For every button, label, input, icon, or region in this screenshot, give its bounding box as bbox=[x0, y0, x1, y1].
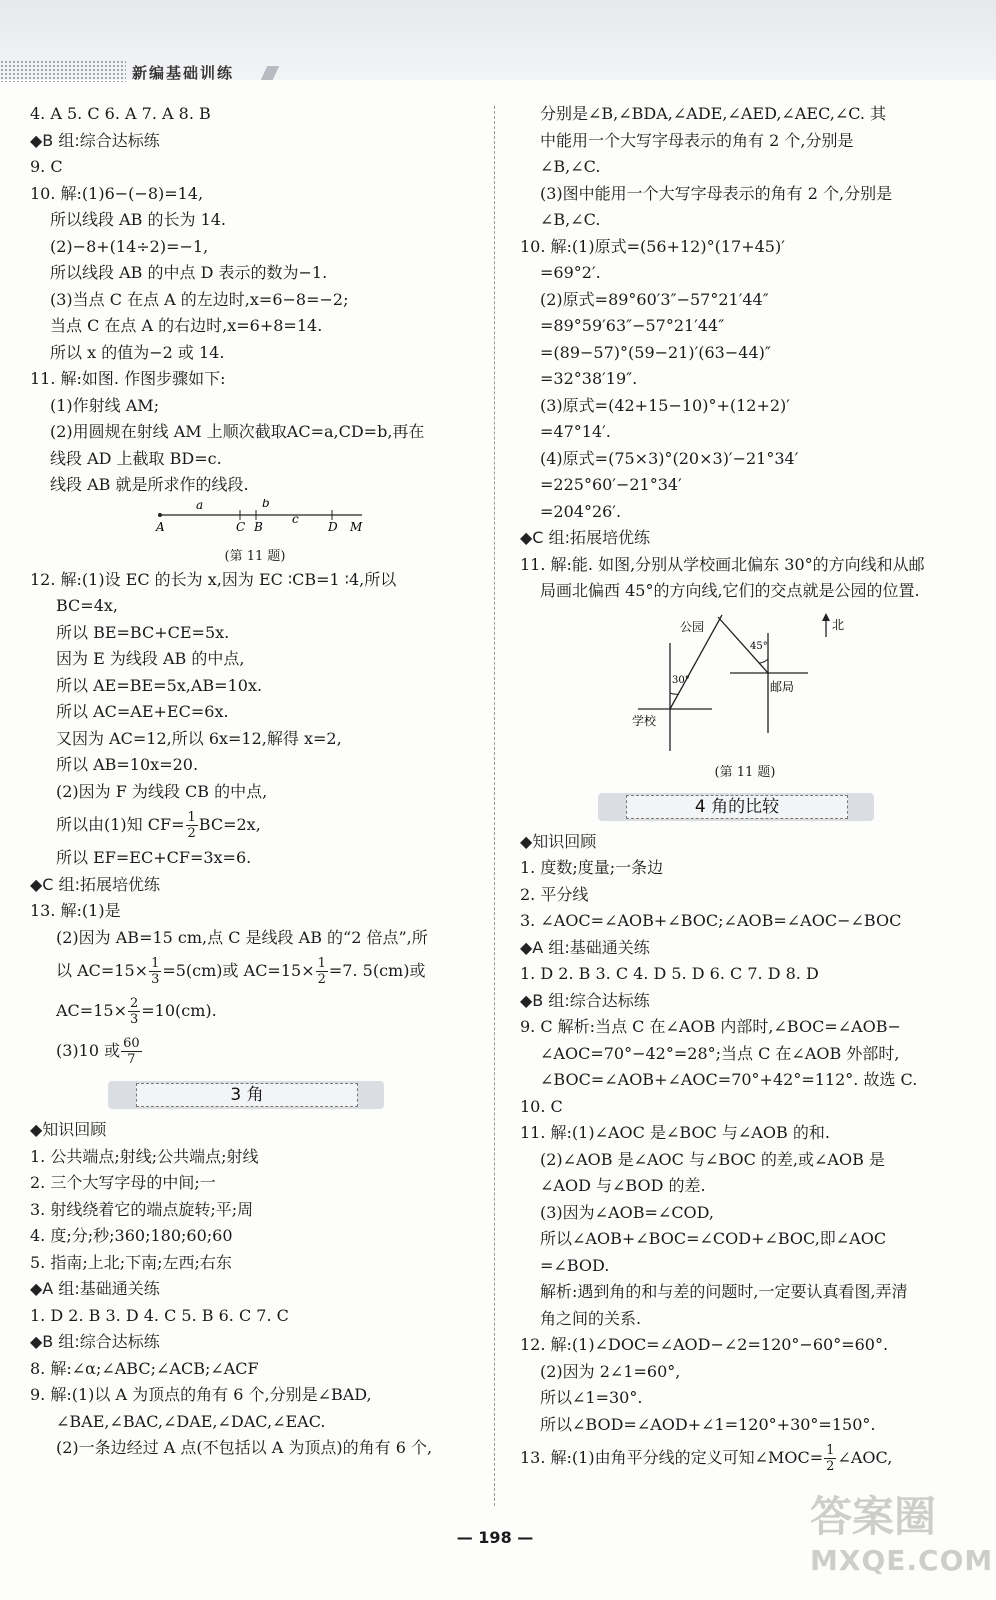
section-heading: ◆B 组:综合达标练 bbox=[520, 990, 650, 1010]
numerator: 1 bbox=[187, 810, 196, 825]
numerator: 1 bbox=[826, 1443, 835, 1458]
text-line: 所以线段 AB 的长为 14. bbox=[50, 210, 227, 229]
text-line: 因为 E 为线段 AB 的中点, bbox=[56, 649, 245, 668]
label-post-office: 邮局 bbox=[770, 679, 795, 694]
q13-right-fraction-line bbox=[520, 1438, 970, 1478]
text-line: 所以∠BOD=∠AOD+∠1=120°+30°=150°. bbox=[540, 1414, 876, 1434]
denominator: 2 bbox=[826, 1459, 835, 1474]
left-block-2 bbox=[30, 567, 480, 806]
figure-q11-direction bbox=[520, 613, 970, 763]
text: BC=2x, bbox=[198, 815, 261, 834]
denominator: 3 bbox=[151, 972, 160, 987]
text-line: 8. 解:∠α;∠ABC;∠ACB;∠ACF bbox=[30, 1358, 259, 1378]
denominator: 2 bbox=[317, 972, 326, 987]
text-line: 9. C 解析:当点 C 在∠AOB 内部时,∠BOC=∠AOB− bbox=[520, 1017, 901, 1036]
fraction bbox=[149, 956, 161, 987]
text-line: 2. 平分线 bbox=[520, 884, 589, 904]
label-a: a bbox=[196, 498, 204, 512]
text-line: 线段 AB 就是所求作的线段. bbox=[50, 475, 249, 494]
text-line: 11. 解:如图. 作图步骤如下: bbox=[30, 369, 226, 388]
page-number-text: 198 bbox=[478, 1528, 512, 1547]
denominator: 2 bbox=[187, 826, 196, 841]
q13-fraction-line-3 bbox=[30, 1031, 480, 1071]
section-heading: ◆B 组:综合达标练 bbox=[30, 1332, 160, 1351]
label-c: c bbox=[292, 511, 299, 526]
text: ∠AOC, bbox=[837, 1448, 893, 1467]
text-line: =47°14′. bbox=[540, 422, 611, 441]
section-banner-4 bbox=[520, 789, 970, 825]
text-line: 1. D 2. B 3. D 4. C 5. B 6. C 7. C bbox=[30, 1305, 289, 1325]
numerator: 1 bbox=[151, 956, 160, 971]
text-line: 9. 解:(1)以 A 为顶点的角有 6 个,分别是∠BAD, bbox=[30, 1385, 372, 1404]
text-line: (3)图中能用一个大写字母表示的角有 2 个,分别是 bbox=[540, 183, 893, 203]
text-line: 12. 解:(1)∠DOC=∠AOD−∠2=120°−60°=60°. bbox=[520, 1335, 889, 1354]
text-line: (3)原式=(42+15−10)°+(12+2)′ bbox=[540, 395, 790, 415]
section-heading: ◆A 组:基础通关练 bbox=[520, 937, 650, 957]
text-line: (2)∠AOB 是∠AOC 与∠BOC 的差,或∠AOB 是 bbox=[540, 1149, 885, 1169]
right-block-1 bbox=[520, 101, 970, 605]
text-line: 10. C bbox=[520, 1096, 563, 1116]
text-line: =69°2′. bbox=[540, 263, 601, 282]
q13-fraction-line-2 bbox=[30, 991, 480, 1031]
section-banner-3 bbox=[30, 1077, 480, 1113]
text-line: =204°26′. bbox=[540, 501, 622, 521]
text: =5(cm)或 AC=15× bbox=[162, 961, 315, 980]
text-line: (2)一条边经过 A 点(不包括以 A 为顶点)的角有 6 个, bbox=[56, 1438, 433, 1457]
numerator: 2 bbox=[129, 996, 139, 1011]
watermark-line-2: MXQE.COM bbox=[810, 1544, 994, 1577]
fraction bbox=[121, 1036, 142, 1067]
text-line: =225°60′−21°34′ bbox=[540, 475, 682, 494]
text-line: (2)因为 AB=15 cm,点 C 是线段 AB 的“2 倍点”,所 bbox=[56, 927, 428, 947]
label-angle-30: 30° bbox=[672, 674, 690, 686]
text-line: 所以 AB=10x=20. bbox=[56, 755, 199, 774]
text-line: (1)作射线 AM; bbox=[50, 395, 160, 415]
text-line: (2)−8+(14÷2)=−1, bbox=[50, 236, 209, 256]
figure-q11-caption: (第 11 题) bbox=[224, 548, 286, 564]
text: 以 AC=15× bbox=[56, 961, 149, 980]
watermark-line-1: 答案圈 bbox=[810, 1492, 937, 1541]
text-line: 11. 解:(1)∠AOC 是∠BOC 与∠AOB 的和. bbox=[520, 1123, 830, 1142]
label-north: 北 bbox=[832, 617, 845, 632]
text: AC=15× bbox=[56, 1001, 127, 1020]
text: (3)10 或 bbox=[56, 1041, 121, 1060]
text-line: 10. 解:(1)6−(−8)=14, bbox=[30, 183, 204, 203]
brand-title: 新编基础训练 bbox=[132, 64, 235, 82]
text-line: 所以 EF=EC+CF=3x=6. bbox=[56, 848, 252, 867]
text-line: ∠B,∠C. bbox=[540, 210, 601, 229]
text-line: 2. 三个大写字母的中间;一 bbox=[30, 1173, 216, 1192]
text-line: (4)原式=(75×3)°(20×3)′−21°34′ bbox=[540, 448, 799, 468]
section-heading: ◆知识回顾 bbox=[520, 831, 597, 851]
text-line: (2)因为 F 为线段 CB 的中点, bbox=[56, 781, 268, 801]
page-number: — 198 — bbox=[456, 1528, 534, 1547]
text-line: ∠BOC=∠AOB+∠AOC=70°+42°=112°. 故选 C. bbox=[540, 1070, 918, 1089]
text-line: 线段 AD 上截取 BD=c. bbox=[50, 448, 222, 468]
column-divider bbox=[494, 106, 495, 1506]
text-line: =32°38′19″. bbox=[540, 369, 638, 388]
text-line: 4. A 5. C 6. A 7. A 8. B bbox=[30, 104, 211, 123]
label-M: M bbox=[350, 519, 363, 534]
text-line: 4. 度;分;秒;360;180;60;60 bbox=[30, 1226, 233, 1245]
numerator: 60 bbox=[123, 1036, 140, 1051]
label-angle-45: 45° bbox=[750, 640, 768, 652]
section-heading: ◆知识回顾 bbox=[30, 1120, 107, 1139]
section-heading: ◆B 组:综合达标练 bbox=[30, 130, 160, 150]
right-column bbox=[520, 101, 970, 1478]
fraction bbox=[316, 956, 328, 987]
header-dot-pattern bbox=[0, 60, 126, 82]
text-line: 当点 C 在点 A 的右边时,x=6+8=14. bbox=[50, 316, 323, 335]
direction-diagram bbox=[520, 613, 970, 763]
text-line: 9. C bbox=[30, 157, 63, 176]
label-A: A bbox=[156, 519, 165, 534]
text-line: 所以∠1=30°. bbox=[540, 1388, 643, 1407]
text-line: BC=4x, bbox=[56, 596, 118, 615]
fraction bbox=[186, 810, 198, 841]
text-line: 所以 BE=BC+CE=5x. bbox=[56, 622, 230, 642]
label-b: b bbox=[262, 498, 270, 510]
text-line: ∠AOC=70°−42°=28°;当点 C 在∠AOB 外部时, bbox=[540, 1043, 900, 1063]
text-line: 所以 AC=AE+EC=6x. bbox=[56, 702, 229, 721]
label-C: C bbox=[236, 519, 246, 534]
q13-fraction-line-1 bbox=[30, 951, 480, 991]
text: =10(cm). bbox=[141, 1001, 217, 1020]
denominator: 7 bbox=[127, 1052, 136, 1067]
fraction bbox=[824, 1443, 836, 1474]
text-line: 分别是∠B,∠BDA,∠ADE,∠AED,∠AEC,∠C. 其 bbox=[540, 104, 887, 123]
text-line: 13. 解:(1)是 bbox=[30, 901, 121, 920]
text-line: 所以线段 AB 的中点 D 表示的数为−1. bbox=[50, 263, 328, 282]
text-line: 所以 x 的值为−2 或 14. bbox=[50, 342, 225, 362]
text: =7. 5(cm)或 bbox=[328, 961, 426, 980]
text-line: ∠BAE,∠BAC,∠DAE,∠DAC,∠EAC. bbox=[56, 1411, 326, 1431]
text-line: (3)当点 C 在点 A 的左边时,x=6−8=−2; bbox=[50, 289, 349, 309]
watermark bbox=[810, 1482, 994, 1592]
text-line: ∠B,∠C. bbox=[540, 157, 601, 176]
section-heading: ◆C 组:拓展培优练 bbox=[30, 874, 160, 894]
text-line: (2)因为 2∠1=60°, bbox=[540, 1361, 681, 1381]
text-line: 所以 AE=BE=5x,AB=10x. bbox=[56, 675, 263, 695]
text-line: (2)原式=89°60′3″−57°21′44″ bbox=[540, 289, 769, 309]
label-B: B bbox=[254, 519, 263, 534]
text-line: =89°59′63″−57°21′44″ bbox=[540, 316, 725, 335]
text-line: ∠AOD 与∠BOD 的差. bbox=[540, 1176, 706, 1195]
right-block-2 bbox=[520, 829, 970, 1439]
text-line: 12. 解:(1)设 EC 的长为 x,因为 EC ∶CB=1 ∶4,所以 bbox=[30, 569, 397, 589]
left-block-3 bbox=[30, 845, 480, 951]
q12-fraction-line bbox=[30, 805, 480, 845]
text-line: 10. 解:(1)原式=(56+12)°(17+45)′ bbox=[520, 236, 785, 256]
text-line: 3. ∠AOC=∠AOB+∠BOC;∠AOB=∠AOC−∠BOC bbox=[520, 911, 902, 930]
section-heading: ◆C 组:拓展培优练 bbox=[520, 528, 650, 547]
text-line: (3)因为∠AOB=∠COD, bbox=[540, 1202, 715, 1222]
text-line: =(89−57)°(59−21)′(63−44)″ bbox=[540, 342, 771, 362]
denominator: 3 bbox=[129, 1012, 139, 1027]
text-line: 中能用一个大写字母表示的角有 2 个,分别是 bbox=[540, 130, 854, 150]
label-D: D bbox=[328, 519, 338, 534]
text: 13. 解:(1)由角平分线的定义可知∠MOC= bbox=[520, 1448, 824, 1467]
left-block-1 bbox=[30, 101, 480, 499]
fraction bbox=[128, 996, 140, 1027]
banner-title: 3 角 bbox=[136, 1083, 358, 1107]
text-line: 3. 射线绕着它的端点旋转;平;周 bbox=[30, 1199, 254, 1219]
text-line: 解析:遇到角的和与差的问题时,一定要认真看图,弄清 bbox=[540, 1282, 908, 1301]
left-column bbox=[30, 101, 480, 1462]
text-line: (2)用圆规在射线 AM 上顺次截取AC=a,CD=b,再在 bbox=[50, 422, 425, 441]
numerator: 1 bbox=[317, 956, 326, 971]
text-line: 1. 度数;度量;一条边 bbox=[520, 858, 664, 877]
text-line: 1. D 2. B 3. C 4. D 5. D 6. C 7. D 8. D bbox=[520, 964, 819, 983]
text: 所以由(1)知 CF= bbox=[56, 815, 185, 834]
text-line: 局画北偏西 45°的方向线,它们的交点就是公园的位置. bbox=[540, 581, 920, 600]
banner-title: 4 角的比较 bbox=[626, 795, 848, 819]
label-school: 学校 bbox=[632, 713, 657, 728]
figure-q11-segment bbox=[30, 499, 480, 547]
figure-q11b-caption: (第 11 题) bbox=[714, 764, 776, 780]
text-line: =∠BOD. bbox=[540, 1255, 610, 1275]
text-line: 1. 公共端点;射线;公共端点;射线 bbox=[30, 1146, 259, 1166]
text-line: 所以∠AOB+∠BOC=∠COD+∠BOC,即∠AOC bbox=[540, 1229, 887, 1248]
label-park: 公园 bbox=[680, 619, 705, 634]
text-line: 又因为 AC=12,所以 6x=12,解得 x=2, bbox=[56, 728, 342, 748]
text-line: 角之间的关系. bbox=[540, 1308, 642, 1328]
segment-diagram bbox=[30, 499, 480, 547]
text-line: 11. 解:能. 如图,分别从学校画北偏东 30°的方向线和从邮 bbox=[520, 554, 925, 574]
text-line: 5. 指南;上北;下南;左西;右东 bbox=[30, 1252, 232, 1272]
left-block-4 bbox=[30, 1117, 480, 1462]
section-heading: ◆A 组:基础通关练 bbox=[30, 1279, 160, 1298]
